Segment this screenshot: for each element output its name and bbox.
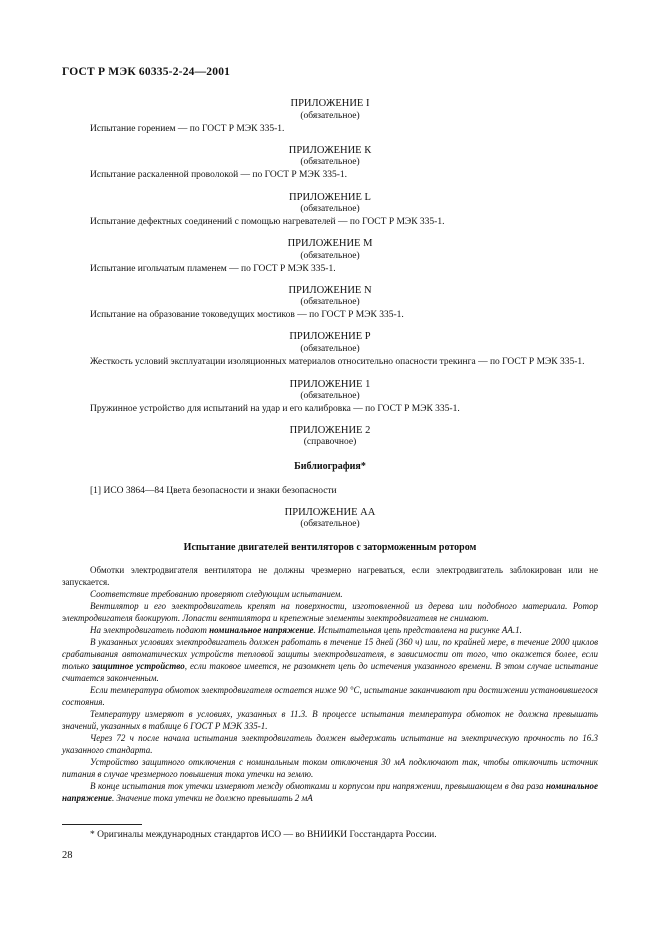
footnote-divider (62, 824, 142, 825)
annex-i-status: (обязательное) (300, 111, 360, 121)
paragraph (62, 780, 598, 804)
term-rated-voltage: номинальное напряжение (209, 625, 314, 635)
annex-1-title: ПРИЛОЖЕНИЕ 1 (289, 379, 371, 390)
annex-n-status: (обязательное) (300, 297, 360, 307)
annex-aa-body (62, 564, 598, 804)
annex-k-title: ПРИЛОЖЕНИЕ К (288, 145, 372, 156)
paragraph: Через 72 ч после начала испытания электродвигатель должен выдержать испытание на электрическую прочность по 16.3 указанного стандарта. (62, 733, 598, 755)
text-run: , если таковое имеется, не разомкнет цепь до истечения указанного времени. В этом случае испытание считается законченным. (62, 661, 598, 683)
bibliography-entry: [1] ИСО 3864—84 Цвета безопасности и знаки безопасности (90, 486, 337, 496)
annex-i-text: Испытание горением — по ГОСТ Р МЭК 335-1. (90, 124, 285, 134)
paragraph (62, 636, 598, 684)
annex-2-status: (справочное) (303, 437, 357, 447)
text-run: . Испытательная цепь представлена на рисунке АА.1. (313, 625, 522, 635)
annex-1-status: (обязательное) (300, 391, 360, 401)
paragraph: Если температура обмоток электродвигателя остается ниже 90 °С, испытание заканчивают при достижении установившегося состояния. (62, 685, 598, 707)
paragraph: Вентилятор и его электродвигатель крепят на поверхности, изготовленной из дерева или подобного материала. Ротор электродвигателя блокируют. Лопасти вентилятора и крепежные элементы электродвигателя не снимают. (62, 601, 598, 623)
standard-code-header: ГОСТ Р МЭК 60335-2-24—2001 (62, 66, 231, 78)
text-run: В указанных условиях электродвигатель должен работать в течение 15 дней (360 ч) или, по крайней мере, в течение 2000 циклов срабатывания автоматических устройств тепловой защиты электродвигателя, в зависимости от того, что окажется более, если только (62, 637, 598, 671)
annex-p-title: ПРИЛОЖЕНИЕ Р (289, 331, 371, 342)
text-run: . Значение тока утечки не должно превышать 2 мА (111, 793, 313, 803)
annex-n-title: ПРИЛОЖЕНИЕ N (288, 285, 372, 296)
annex-aa-heading: Испытание двигателей вентиляторов с заторможенным ротором (183, 542, 477, 553)
term-protective-device: защитное устройство (92, 661, 185, 671)
paragraph: Температуру измеряют в условиях, указанных в 11.3. В процессе испытания температура обмоток не должна превышать значений, указанных в таблице 6 ГОСТ Р МЭК 335-1. (62, 709, 598, 731)
bibliography-heading: Библиография* (294, 461, 366, 472)
annex-aa-status: (обязательное) (300, 519, 360, 529)
annex-l-text: Испытание дефектных соединений с помощью нагревателей — по ГОСТ Р МЭК 335-1. (90, 217, 445, 227)
annex-m-title: ПРИЛОЖЕНИЕ М (287, 238, 373, 249)
annex-aa-title: ПРИЛОЖЕНИЕ АА (284, 507, 376, 518)
annex-1-text: Пружинное устройство для испытаний на удар и его калибровка — по ГОСТ Р МЭК 335-1. (90, 404, 460, 414)
annex-l-status: (обязательное) (300, 204, 360, 214)
paragraph (62, 624, 598, 636)
annex-k-text: Испытание раскаленной проволокой — по ГОСТ Р МЭК 335-1. (90, 170, 347, 180)
term-rated-voltage: номинальное напряжение (62, 781, 598, 803)
annex-n-text: Испытание на образование токоведущих мостиков — по ГОСТ Р МЭК 335-1. (90, 310, 404, 320)
text-run: На электродвигатель подают (90, 625, 210, 635)
paragraph: Соответствие требованию проверяют следующим испытанием. (90, 589, 343, 599)
paragraph: Устройство защитного отключения с номинальным током отключения 30 мА подключают так, чтобы отключить источник питания в случае чрезмерного повышения тока утечки на землю. (62, 757, 598, 779)
annex-l-title: ПРИЛОЖЕНИЕ L (289, 192, 371, 203)
paragraph: Обмотки электродвигателя вентилятора не должны чрезмерно нагреваться, если электродвигатель заблокирован или не запускается. (62, 565, 598, 587)
annex-m-status: (обязательное) (300, 251, 360, 261)
annex-k-status: (обязательное) (300, 157, 360, 167)
annex-p-status: (обязательное) (300, 344, 360, 354)
annex-2-title: ПРИЛОЖЕНИЕ 2 (289, 425, 371, 436)
text-run: В конце испытания ток утечки измеряют между обмотками и корпусом при напряжении, превышающем в два раза (90, 781, 546, 791)
annex-i-title: ПРИЛОЖЕНИЕ I (290, 98, 370, 109)
annex-p-text: Жесткость условий эксплуатации изоляционных материалов относительно опасности трекинга — по ГОСТ Р МЭК 335-1. (90, 357, 585, 367)
footnote: * Оригиналы международных стандартов ИСО — во ВНИИКИ Госстандарта России. (90, 830, 437, 840)
annex-m-text: Испытание игольчатым пламенем — по ГОСТ Р МЭК 335-1. (90, 264, 336, 274)
page-number: 28 (62, 850, 73, 861)
